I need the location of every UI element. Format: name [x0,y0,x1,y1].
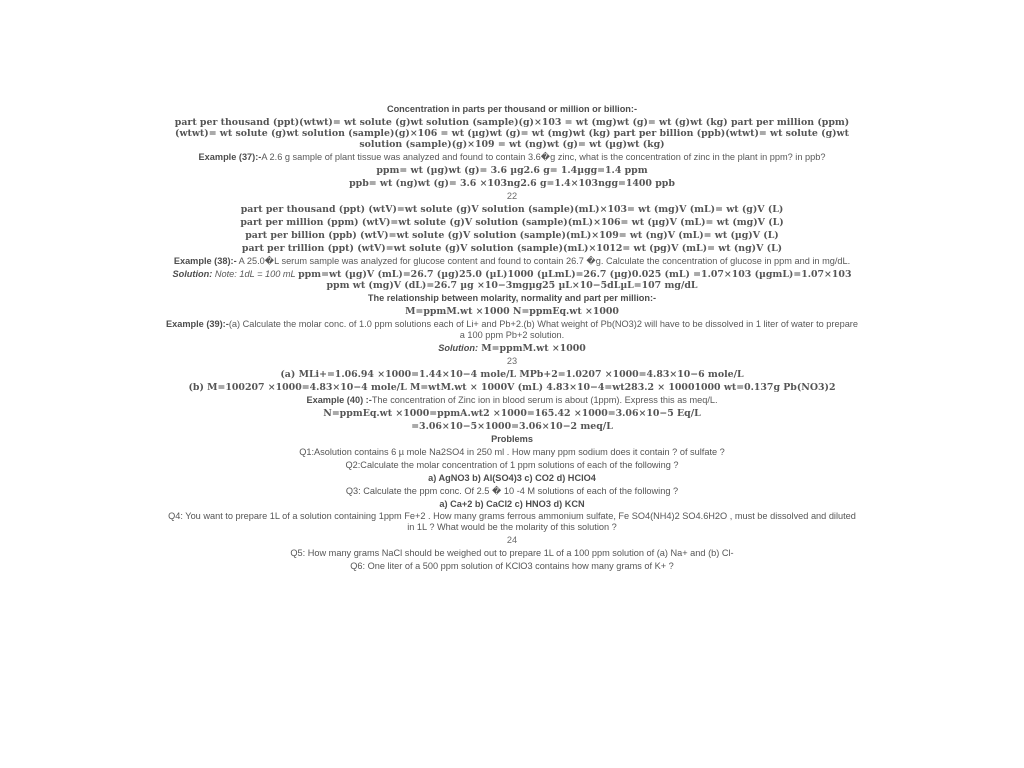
solution-note: Note: 1dL = 100 mL [212,269,299,280]
example-40-equation-2: =3.06×10−5×1000=3.06×10−2 meq/L [411,421,613,433]
question-3: Q3: Calculate the ppm conc. Of 2.5 � 10 -4 M solutions of each of the following ? [345,485,679,496]
question-3-options: a) Ca+2 b) CaCl2 c) HNO3 d) KCN [439,498,585,509]
equation-wtv-ppt: part per thousand (ppt) (wtV)=wt solute (g)V solution (sample)(mL)×103= wt (mg)V (mL)= wt (g)V (L) [240,204,784,216]
section-title: Concentration in parts per thousand or million or billion:- [386,104,638,114]
example-37 [165,152,859,163]
relationship-heading: The relationship between molarity, normality and part per million:- [367,293,657,304]
example-38-label: Example (38):- [173,256,237,267]
question-4: Q4: You want to prepare 1L of a solution containing 1ppm Fe+2 . How many grams ferrous ammonium sulfate, Fe SO4(NH4)2 SO4.6H2O , must be dissolved and diluted in 1L ? What would be the molarity of this solution ? [168,511,856,533]
page-number: 22 [506,191,518,202]
question-6: Q6: One liter of a 500 ppm solution of KClO3 contains how many grams of K+ ? [350,560,674,571]
example-40-text: The concentration of Zinc ion in blood serum is about (1ppm). Express this as meq/L. [371,395,718,406]
example-37-text: A 2.6 g sample of plant tissue was analyzed and found to contain 3.6�g zinc, what is the concentration of zinc in the plant in ppm? in ppb? [261,152,826,163]
equation-wtv-ppm: part per million (ppm) (wtV)=wt solute (g)V solution (sample)(mL)×106= wt (µg)V (mL)= wt (mg)V (L) [240,217,784,229]
equation-wtv-pptr: part per trillion (ppt) (wtV)=wt solute (g)V solution (sample)(mL)×1012= wt (pg)V (mL)= wt (ng)V (L) [241,243,783,255]
example-40 [165,395,859,406]
example-37-ppb: ppb= wt (ng)wt (g)= 3.6 ×103ng2.6 g=1.4×103ngg=1400 ppb [349,178,675,190]
page-number: 24 [506,535,518,546]
example-39-part-b: (b) M=100207 ×1000=4.83×10−4 mole/L M=wtM.wt × 1000V (mL) 4.83×10−4=wt283.2 × 10001000 wt=0.137g Pb(NO3)2 [188,382,836,394]
example-39-text: (a) Calculate the molar conc. of 1.0 ppm solutions each of Li+ and Pb+2.(b) What weight of Pb(NO3)2 will have to be dissolved in 1 liter of water to prepare a 100 ppm Pb+2 solution. [228,319,858,341]
equation-ppt-ppm-ppb: part per thousand (ppt)(wtwt)= wt solute (g)wt solution (sample)(g)×103 = wt (mg)wt (g)= wt (g)wt (kg) part per million (ppm)(wtwt)= wt solute (g)wt solution (sample)(g)×106 = wt (µg)wt (g)= wt (mg)wt (kg) part per billion (ppb)(wtwt)= wt solute (g)wt solution (sample)(g)×109 = wt (ng)wt (g)= wt (µg)wt (kg) [174,116,850,151]
example-39-part-a: (a) MLi+=1.06.94 ×1000=1.44×10−4 mole/L MPb+2=1.0207 ×1000=4.83×10−6 mole/L [280,369,744,381]
question-2: Q2:Calculate the molar concentration of 1 ppm solutions of each of the following ? [345,460,679,471]
example-40-label: Example (40) :- [306,395,372,406]
example-38-text: A 25.0�L serum sample was analyzed for glucose content and found to contain 26.7 �g. Calculate the concentration of glucose in ppm and in mg/dL. [236,256,851,267]
solution-label: Solution: [438,343,479,354]
page-number: 23 [506,356,518,367]
example-37-label: Example (37):- [198,152,262,163]
example-39-solution [165,343,859,354]
example-38 [165,256,859,267]
document-body [165,104,859,574]
solution-equation: M=ppmM.wt ×1000 [478,343,586,355]
equation-wtv-ppb: part per billion (ppb) (wtV)=wt solute (g)V solution (sample)(mL)×109= wt (ng)V (mL)= wt (µg)V (L) [245,230,779,242]
question-5: Q5: How many grams NaCl should be weighed out to prepare 1L of a 100 ppm solution of (a) Na+ and (b) Cl- [290,548,734,559]
example-39 [165,319,859,341]
question-2-options: a) AgNO3 b) Al(SO4)3 c) CO2 d) HClO4 [428,472,596,483]
solution-equation: ppm=wt (µg)V (mL)=26.7 (µg)25.0 (µL)1000 (µLmL)=26.7 (µg)0.025 (mL) =1.07×103 (µgmL)=1.07×103 ppm wt (mg)V (dL)=26.7 µg ×10−3mgµg25 µL×10−5dLµL=107 mg/dL [298,269,852,292]
example-38-solution [165,269,859,291]
example-39-label: Example (39):- [166,319,229,330]
example-37-ppm: ppm= wt (µg)wt (g)= 3.6 µg2.6 g= 1.4µgg=1.4 ppm [376,165,648,176]
question-1: Q1:Asolution contains 6 µ mole Na2SO4 in 250 ml . How many ppm sodium does it contain ? of sulfate ? [299,447,725,458]
relationship-equation: M=ppmM.wt ×1000 N=ppmEq.wt ×1000 [405,306,619,318]
solution-label: Solution: [172,269,213,280]
example-40-equation-1: N=ppmEq.wt ×1000=ppmA.wt2 ×1000=165.42 ×1000=3.06×10−5 Eq/L [323,408,701,420]
problems-heading: Problems [491,434,533,445]
